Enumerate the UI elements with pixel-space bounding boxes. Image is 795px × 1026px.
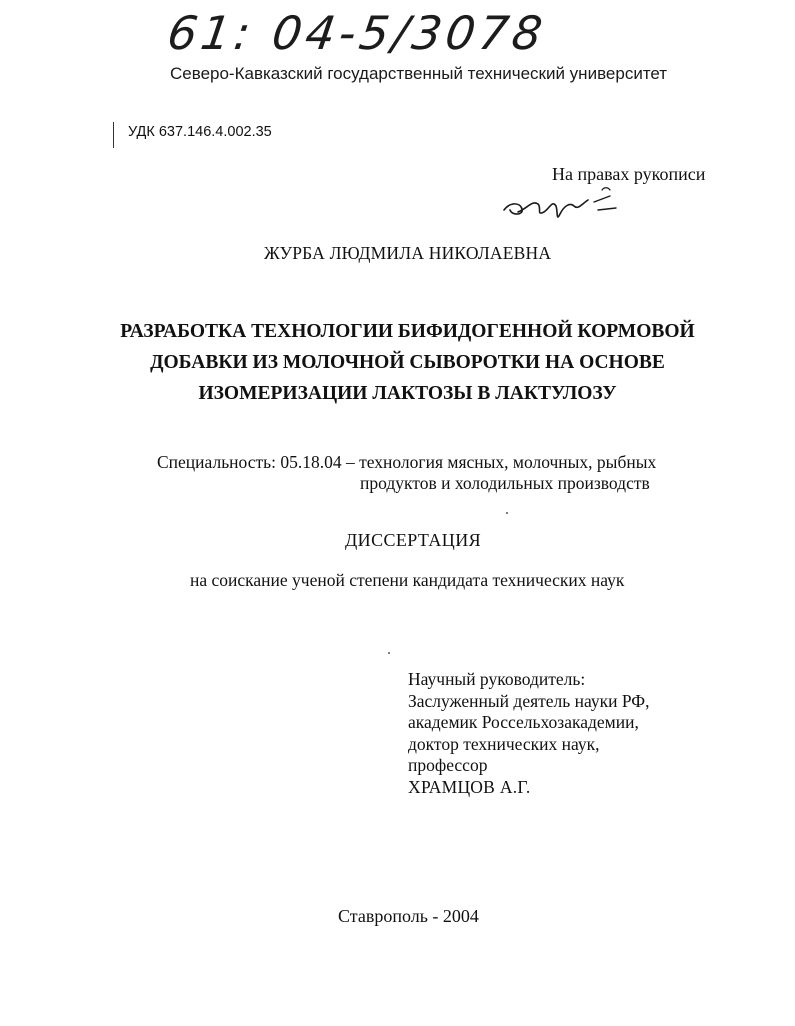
advisor-credential: Заслуженный деятель науки РФ, xyxy=(408,690,650,711)
title-line: РАЗРАБОТКА ТЕХНОЛОГИИ БИФИДОГЕННОЙ КОРМОВОЙ xyxy=(120,321,695,342)
manuscript-rights-note: На правах рукописи xyxy=(552,164,706,184)
author-name: ЖУРБА ЛЮДМИЛА НИКОЛАЕВНА xyxy=(264,243,552,263)
archive-code-handwritten: 61: 04-5/3078 xyxy=(164,6,550,60)
scan-speck xyxy=(506,512,508,514)
scan-speck xyxy=(388,652,390,654)
advisor-role: Научный руководитель: xyxy=(408,669,586,689)
advisor-credential: доктор технических наук, xyxy=(408,733,600,754)
margin-rule xyxy=(113,122,114,148)
document-type: ДИССЕРТАЦИЯ xyxy=(345,530,482,550)
advisor-credential: академик Россельхозакадемии, xyxy=(408,712,639,732)
dissertation-title xyxy=(80,316,735,409)
degree-statement: на соискание ученой степени кандидата технических наук xyxy=(190,570,625,590)
city-and-year: Ставрополь - 2004 xyxy=(338,906,479,926)
specialty-line-1: Специальность: 05.18.04 – технология мясных, молочных, рыбных xyxy=(157,452,657,472)
scientific-advisor-block xyxy=(408,669,650,798)
title-line: ИЗОМЕРИЗАЦИИ ЛАКТОЗЫ В ЛАКТУЛОЗУ xyxy=(198,383,617,404)
advisor-credential: профессор xyxy=(408,755,488,775)
advisor-name: ХРАМЦОВ А.Г. xyxy=(408,776,531,797)
university-name: Северо-Кавказский государственный технический университет xyxy=(170,64,668,83)
title-line: ДОБАВКИ ИЗ МОЛОЧНОЙ СЫВОРОТКИ НА ОСНОВЕ xyxy=(150,352,665,373)
specialty-line-2: продуктов и холодильных производств xyxy=(360,473,650,493)
udc-code: УДК 637.146.4.002.35 xyxy=(128,124,272,140)
signature-scribble xyxy=(498,182,628,230)
